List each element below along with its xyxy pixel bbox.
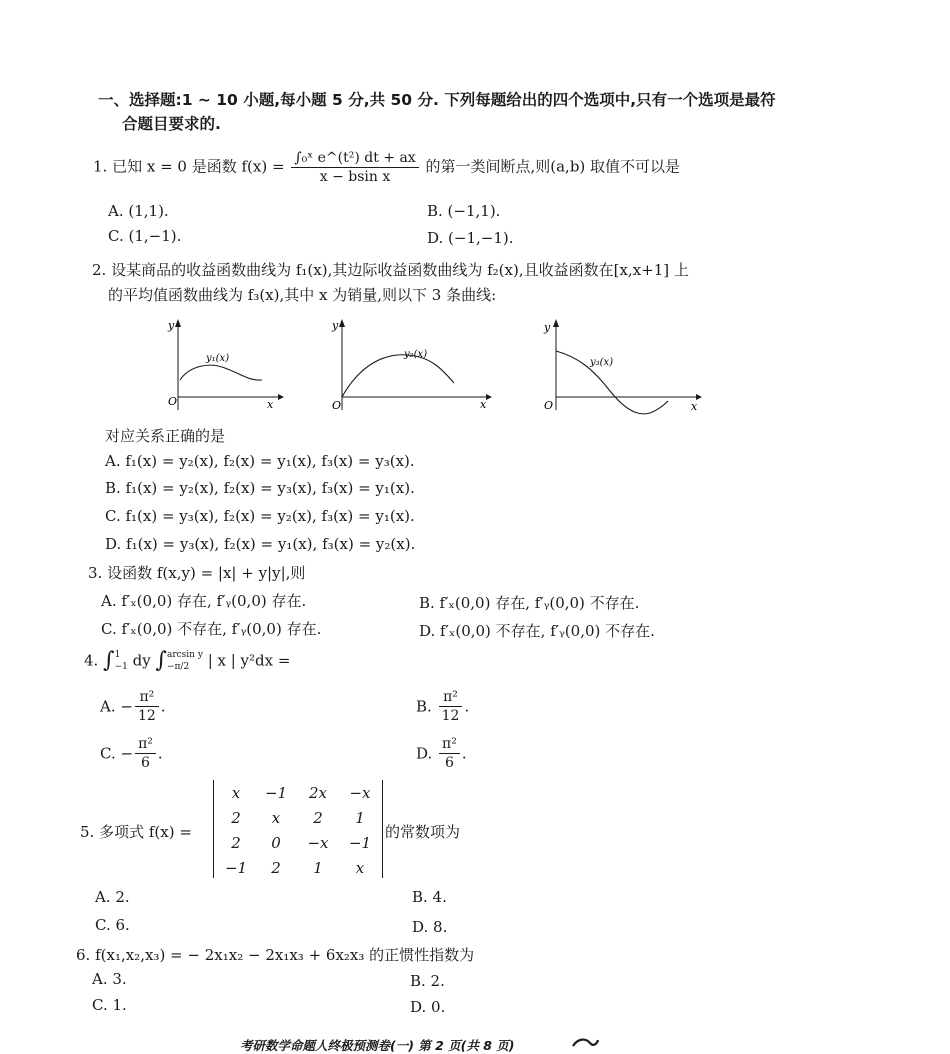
curve-label-y3: y₃(x) [590,357,614,368]
q2-line1: 2. 设某商品的收益函数曲线为 f₁(x),其边际收益函数曲线为 f₂(x),且收益函数在[x,x+1] 上 [92,261,689,279]
q4-c-num: π² [135,735,156,754]
q2-option-b: B. f₁(x) = y₂(x), f₂(x) = y₃(x), f₃(x) = y₁(x). [105,479,415,497]
q1-option-a: A. (1,1). [108,202,169,220]
det-cell: −1 [264,784,288,802]
y-label: y [168,319,175,332]
q4-b-den: 12 [441,708,460,724]
q5-option-b: B. 4. [412,888,447,906]
q4-c-den: 6 [141,755,150,771]
q4-number: 4. [84,651,99,670]
q5-prefix: 5. 多项式 f(x) = [80,823,192,841]
det-cell: 2x [308,784,327,802]
question-4 [84,648,290,682]
det-cell: −1 [224,859,248,877]
q3-stem: 3. 设函数 f(x,y) = |x| + y|y|,则 [88,564,306,582]
q3-option-b: B. f′ₓ(0,0) 存在, f′ᵧ(0,0) 不存在. [419,594,640,612]
x-axis-arrow [486,394,492,400]
det-cell: 2 [313,809,323,827]
q4-b-fraction [439,688,463,725]
q6-option-b: B. 2. [410,972,445,990]
q2-graph-3 [538,315,708,415]
det-cell: 2 [271,859,281,877]
y-label: y [332,319,339,332]
q4-c-sign: − [120,744,134,763]
q4-a-sign: − [120,697,133,716]
q2-stem: 对应关系正确的是 [105,427,226,445]
q5-option-d: D. 8. [412,918,448,936]
y-label: y [544,321,551,334]
x-label: x [480,398,487,411]
det-cell: 2 [231,834,241,852]
q4-int2-lower: −π/2 [166,661,190,672]
x-axis-arrow [278,394,284,400]
det-cell: −x [307,834,329,852]
q4-d-den: 6 [445,755,454,771]
det-cell: 1 [355,809,365,827]
q4-b-num: π² [439,688,463,707]
q4-int2-limits [167,649,203,673]
q6-option-d: D. 0. [410,998,446,1016]
curve-label-y2: y₂(x) [404,349,428,360]
q4-option-c: C. − $\frac{\text{π²}}{6}$ . [100,736,163,771]
det-cell: 1 [313,859,323,877]
curve-label-y1: y₁(x) [206,353,230,364]
q4-c-fraction [135,735,156,772]
q1-option-b: B. (−1,1). [427,202,501,220]
q4-b-label: B. [416,697,432,716]
q3-option-c: C. f′ₓ(0,0) 不存在, f′ᵧ(0,0) 存在. [101,620,322,638]
q4-d-fraction [439,735,460,772]
q4-d-label: D. [416,744,433,763]
det-cell: 2 [231,809,241,827]
q4-a-num: π² [135,688,159,707]
q3-option-a: A. f′ₓ(0,0) 存在, f′ᵧ(0,0) 存在. [101,592,307,610]
q2-option-a: A. f₁(x) = y₂(x), f₂(x) = y₁(x), f₃(x) = y₃(x). [105,452,415,470]
q4-option-d: D. $\frac{\text{π²}}{6}$ . [416,736,467,771]
integral-sign-1: ∫ [103,648,115,673]
q5-determinant [213,780,383,878]
q4-c-label: C. [100,744,116,763]
det-cell: x [355,859,365,877]
question-1 [93,149,680,186]
q4-int1-limits [115,649,128,673]
q6-stem: 6. f(x₁,x₂,x₃) = − 2x₁x₂ − 2x₁x₃ + 6x₂x₃ 的正惯性指数为 [76,946,475,964]
integral-sign-2: ∫ [155,648,167,673]
page-footer: 考研数学命题人终极预测卷(一) 第 2 页(共 8 页) [240,1038,515,1053]
footer-logo-icon [570,1034,600,1050]
q1-denominator: x − bsin x [319,169,391,185]
q2-option-c: C. f₁(x) = y₃(x), f₂(x) = y₂(x), f₃(x) = y₁(x). [105,507,415,525]
det-cell: −x [349,784,371,802]
q4-a-den: 12 [137,708,156,724]
q4-option-b: B. $\frac{\text{π²}}{12}$ . [416,689,470,724]
curve-y1 [180,365,262,380]
q4-int1-lower: −1 [114,661,128,672]
y-axis-arrow [339,319,345,327]
det-cell: x [231,784,241,802]
q5-suffix: 的常数项为 [385,823,461,841]
y-axis-arrow [175,319,181,327]
y-axis-arrow [553,319,559,327]
q4-integrand: | x | y²dx = [207,651,291,670]
q4-int1-upper: 1 [114,649,121,660]
section-title-line2: 合题目要求的. [122,115,221,133]
q6-option-c: C. 1. [92,996,127,1014]
x-label: x [267,398,274,411]
q4-a-fraction [135,688,159,725]
q2-graph-2 [326,315,496,415]
q5-option-a: A. 2. [95,888,130,906]
q1-prefix: 1. 已知 x = 0 是函数 f(x) = [93,157,290,176]
section-title-line1: 一、选择题:1 ~ 10 小题,每小题 5 分,共 50 分. 下列每题给出的四个选项中,只有一个选项是最符 [98,91,776,109]
q1-suffix: 的第一类间断点,则(a,b) 取值不可以是 [425,157,681,176]
q4-d-num: π² [439,735,460,754]
q4-dy: dy [132,651,151,670]
q2-option-d: D. f₁(x) = y₃(x), f₂(x) = y₁(x), f₃(x) = y₂(x). [105,535,416,553]
origin-label: O [168,395,178,408]
q1-numerator: ∫₀ˣ e^(t²) dt + ax [291,149,418,168]
q2-line2: 的平均值函数曲线为 f₃(x),其中 x 为销量,则以下 3 条曲线: [108,286,497,304]
x-label: x [691,400,698,413]
q4-int2-upper: arcsin y [166,649,203,660]
det-cell: x [271,809,281,827]
origin-label: O [544,399,554,412]
q4-option-a: A. − $\frac{\text{π²}}{12}$ . [100,689,166,724]
curve-y2 [342,355,454,397]
q1-option-c: C. (1,−1). [108,227,182,245]
det-cell: 0 [271,834,281,852]
det-cell: −1 [348,834,372,852]
q6-option-a: A. 3. [92,970,127,988]
q2-graph-1 [160,315,285,415]
q1-option-d: D. (−1,−1). [427,229,514,247]
origin-label: O [332,399,342,412]
q1-fraction [291,149,418,186]
q4-a-label: A. [100,697,116,716]
q5-option-c: C. 6. [95,916,130,934]
q3-option-d: D. f′ₓ(0,0) 不存在, f′ᵧ(0,0) 不存在. [419,622,655,640]
